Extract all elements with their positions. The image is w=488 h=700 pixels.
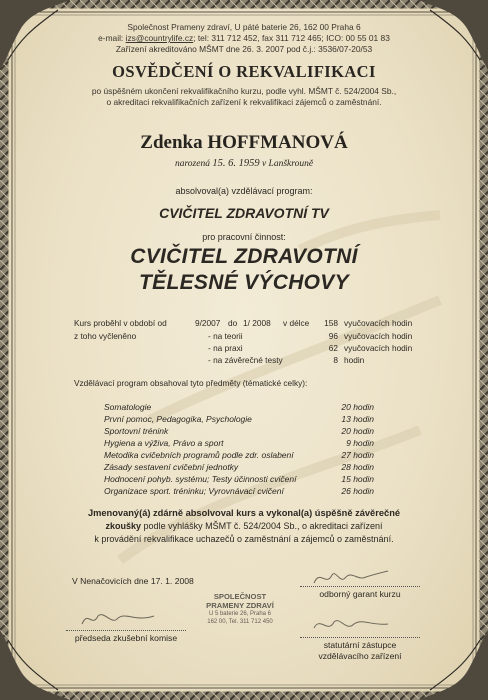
stamp-line-2: PRAMENY ZDRAVÍ xyxy=(206,601,274,610)
subject-row xyxy=(104,402,374,414)
guarantor-line xyxy=(300,586,420,587)
breakdown-practice-label: - na praxi xyxy=(208,343,243,353)
last-name: HOFFMANOVÁ xyxy=(207,132,348,153)
organization-stamp xyxy=(190,592,290,626)
subject-hours: 13 hodin xyxy=(341,414,374,424)
subject-row xyxy=(104,474,374,486)
period-to-label: do xyxy=(228,318,238,328)
subject-row xyxy=(104,462,374,474)
program-name: CVIČITEL ZDRAVOTNÍ TV xyxy=(159,205,329,221)
subject-row xyxy=(104,438,374,450)
breakdown-tests-label: - na závěrečné testy xyxy=(208,355,283,365)
breakdown-practice-unit: vyučovacích hodin xyxy=(344,343,413,353)
chair-line xyxy=(66,630,186,631)
subject-row xyxy=(104,450,374,462)
header-line-1: Společnost Prameny zdraví, U páté baterie 26, 162 00 Praha 6 xyxy=(127,22,361,32)
stamp-line-4: 162 00, Tel. 311 712 450 xyxy=(207,619,273,625)
subject-name: Sportovní trénink xyxy=(104,426,169,436)
conclusion-decree: podle vyhlášky MŠMT č. 524/2004 Sb., o akreditaci zařízení xyxy=(143,521,383,531)
birth-info xyxy=(0,158,488,169)
subject-name: Hodnocení pohyb. systému; Testy účinnosti cvičení xyxy=(104,474,297,484)
place-date: V Nenačovicích dne 17. 1. 2008 xyxy=(72,576,194,586)
header-line-3: Zařízení akreditováno MŠMT dne 26. 3. 2007 pod č.j.: 3536/07-20/53 xyxy=(115,44,373,54)
total-hours: 158 xyxy=(324,318,338,328)
person-name xyxy=(0,132,488,154)
subject-hours: 20 hodin xyxy=(341,426,374,436)
certificate-title: OSVĚDČENÍ O REKVALIFIKACI xyxy=(112,62,376,81)
subject-row xyxy=(104,486,374,498)
breakdown-theory-hours: 96 xyxy=(328,331,338,341)
allocated-label: z toho vyčleněno xyxy=(74,331,137,341)
statutory-label-2: vzdělávacího zařízení xyxy=(318,651,402,661)
header-contact: ; tel: 311 712 452, fax 311 712 465; ICO: 00 55 01 83 xyxy=(193,33,390,43)
email-link[interactable]: izs@countrylife.cz xyxy=(125,33,194,43)
first-name: Zdenka xyxy=(140,132,203,153)
stamp-line-1: SPOLEČNOST xyxy=(213,592,267,601)
breakdown-theory-label: - na teorii xyxy=(208,331,243,341)
conclusion-line-3: k provádění rekvalifikace uchazečů o zaměstnání a zájemců o zaměstnání. xyxy=(94,534,394,544)
intro-line-1: po úspěšném ukončení rekvalifikačního kurzu, podle vyhl. MŠMT č. 524/2004 Sb., xyxy=(91,86,397,96)
activity-label: pro pracovní činnost: xyxy=(202,232,286,242)
subject-hours: 26 hodin xyxy=(341,486,374,496)
breakdown-theory-unit: vyučovacích hodin xyxy=(344,331,413,341)
subjects-intro: Vzdělávací program obsahoval tyto předměty (tématické celky): xyxy=(74,378,308,388)
intro-line-2: o akreditaci rekvalifikačních zařízení k rekvalifikaci zájemců o zaměstnání. xyxy=(106,97,382,107)
activity-line-1: CVIČITEL ZDRAVOTNÍ xyxy=(130,245,358,268)
statutory-signature xyxy=(310,614,390,638)
breakdown-practice-hours: 62 xyxy=(328,343,338,353)
header-line-2 xyxy=(0,33,488,44)
subject-hours: 20 hodin xyxy=(341,402,374,412)
birth-label: narozená xyxy=(174,159,210,169)
breakdown-tests-hours: 8 xyxy=(333,355,338,365)
conclusion-line-1: Jmenovaný(á) zdárně absolvoval kurs a vykonal(a) úspěšně závěrečné xyxy=(87,508,401,518)
conclusion-line-2 xyxy=(0,521,488,531)
subject-hours: 15 hodin xyxy=(341,474,374,484)
subject-name: První pomoc, Pedagogika, Psychologie xyxy=(104,414,252,424)
guarantor-label: odborný garant kurzu xyxy=(319,589,401,599)
chair-signature xyxy=(78,608,158,630)
period-to: 1/ 2008 xyxy=(243,318,271,328)
email-label: e-mail: xyxy=(98,33,124,43)
subject-name: Somatologie xyxy=(104,402,152,412)
conclusion-exams: zkoušky xyxy=(105,521,142,531)
program-label: absolvoval(a) vzdělávací program: xyxy=(175,186,313,196)
activity-line-2: TĚLESNÉ VÝCHOVY xyxy=(139,271,349,294)
period-label: Kurs proběhl v období od xyxy=(74,318,167,328)
subject-hours: 27 hodin xyxy=(341,450,374,460)
subject-name: Organizace sport. tréninku; Vyrovnávací cvičení xyxy=(104,486,284,496)
subject-name: Zásady sestavení cvičební jednotky xyxy=(104,462,239,472)
subject-row xyxy=(104,426,374,438)
birth-place: v Lanškrouně xyxy=(261,159,314,169)
breakdown-tests-unit: hodin xyxy=(344,355,365,365)
subject-row xyxy=(104,414,374,426)
birth-date: 15. 6. 1959 xyxy=(212,158,260,169)
statutory-label-1: statutární zástupce xyxy=(323,640,397,650)
subject-name: Metodika cvičebních programů podle zdr. oslabení xyxy=(104,450,294,460)
subject-hours: 28 hodin xyxy=(341,462,374,472)
subject-name: Hygiena a výživa, Právo a sport xyxy=(104,438,224,448)
chair-label: předseda zkušební komise xyxy=(74,633,178,643)
total-hours-unit: vyučovacích hodin xyxy=(344,318,413,328)
statutory-line xyxy=(300,637,420,638)
subject-hours: 9 hodin xyxy=(346,438,374,448)
extent-label: v délce xyxy=(283,318,310,328)
stamp-line-3: U 5 baterie 26, Praha 6 xyxy=(208,611,272,617)
period-from: 9/2007 xyxy=(195,318,221,328)
